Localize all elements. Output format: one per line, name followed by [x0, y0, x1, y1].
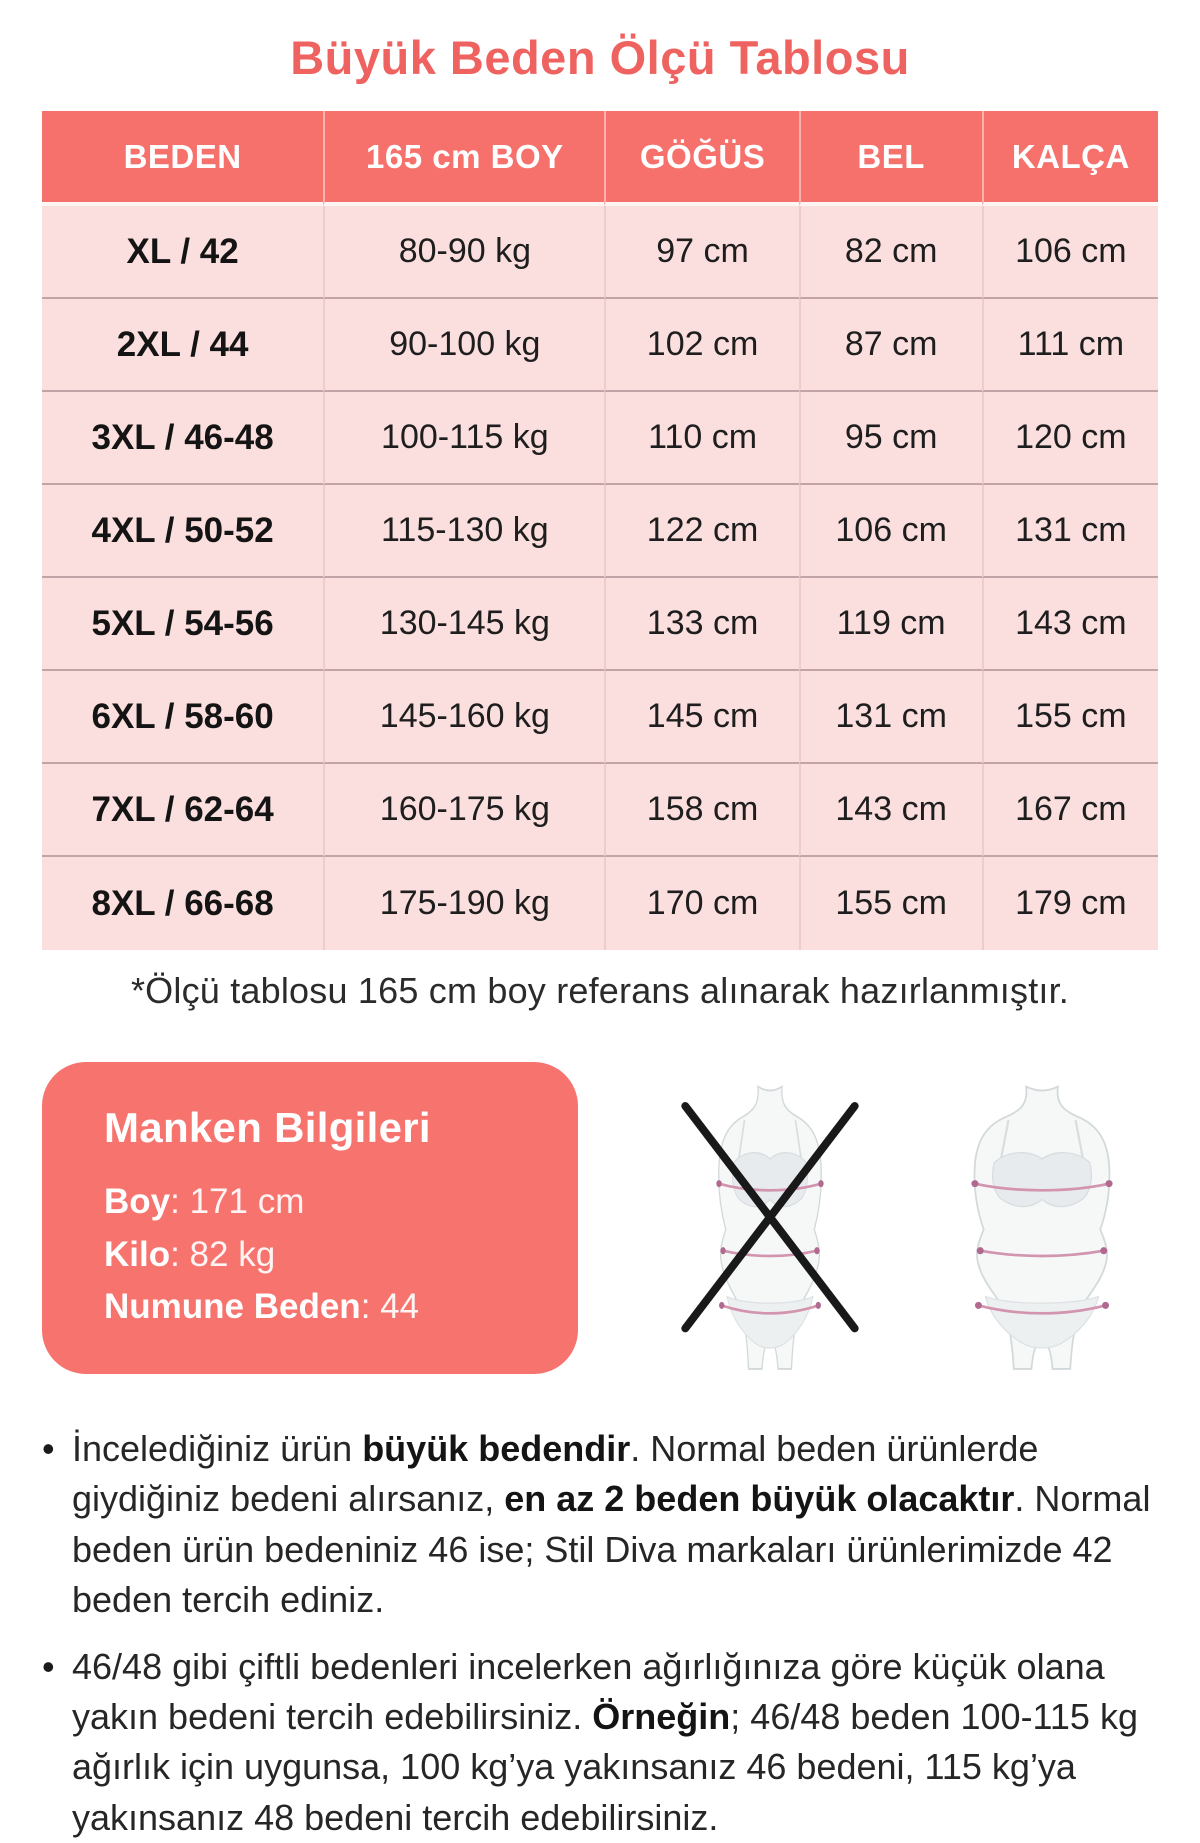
size-table-container — [42, 111, 1158, 950]
note-item-double-sizes — [42, 1642, 1152, 1843]
note-item-sizing — [42, 1424, 1152, 1626]
slim-body-illustration — [670, 1076, 870, 1376]
cell-size: XL / 42 — [42, 206, 323, 299]
cell-chest: 133 cm — [604, 578, 798, 671]
note-text-segment-bold: Örneğin — [592, 1695, 731, 1737]
cell-weight: 115-130 kg — [323, 485, 604, 578]
note-text-segment: İncelediğiniz ürün — [72, 1428, 363, 1469]
table-row — [42, 392, 1158, 485]
cell-hip: 106 cm — [982, 206, 1158, 299]
model-info-title: Manken Bilgileri — [104, 1104, 431, 1151]
cell-chest: 102 cm — [604, 299, 798, 392]
model-weight-row — [104, 1229, 558, 1282]
model-weight-label: Kilo — [104, 1234, 171, 1274]
correct-plus-size-figure — [942, 1076, 1142, 1376]
page-title: Büyük Beden Ölçü Tablosu — [290, 31, 910, 84]
model-height-value: : 171 cm — [170, 1182, 305, 1221]
cell-size: 3XL / 46-48 — [42, 392, 323, 485]
body-figures — [670, 1076, 1142, 1376]
cell-waist: 106 cm — [799, 485, 982, 578]
table-row — [42, 671, 1158, 764]
note-text-segment-bold: büyük bedendir — [362, 1428, 631, 1469]
model-info-section — [42, 1062, 1158, 1376]
cell-hip: 143 cm — [982, 578, 1158, 671]
cell-weight: 90-100 kg — [323, 299, 604, 392]
cell-waist: 82 cm — [799, 206, 982, 299]
note-text-segment-bold: en az 2 beden büyük olacaktır — [504, 1478, 1015, 1520]
plus-size-body-illustration — [942, 1076, 1142, 1376]
table-row — [42, 764, 1158, 857]
note-text-segment: ; 46/48 beden 100-115 kg ağırlık için uygunsa, 100 kg’ya yakınsanız 46 bedeni, 115 kg’ya yakınsanız 48 bedeni tercih edebilirsiniz. — [72, 1695, 1138, 1838]
note-text-segment: 46/48 gibi çiftli bedenleri incelerken ağırlığınıza göre küçük olana yakın bedeni tercih edebilirsiniz. — [72, 1645, 1105, 1737]
header-cell-boy: 165 cm BOY — [323, 111, 604, 206]
cell-size: 6XL / 58-60 — [42, 671, 323, 764]
cell-weight: 130-145 kg — [323, 578, 604, 671]
cell-hip: 120 cm — [982, 392, 1158, 485]
model-height-row — [104, 1176, 558, 1229]
model-sample-size-value: : 44 — [360, 1287, 420, 1326]
cell-hip: 155 cm — [982, 671, 1158, 764]
table-row — [42, 485, 1158, 578]
cell-waist: 155 cm — [799, 857, 982, 950]
size-table-header-row — [42, 111, 1158, 206]
note-text-segment: . Normal beden ürünlerde giydiğiniz bedeni alırsanız, — [72, 1428, 1039, 1520]
bullet-marker: • — [42, 1645, 55, 1687]
cell-size: 7XL / 62-64 — [42, 764, 323, 857]
cell-hip: 131 cm — [982, 485, 1158, 578]
header-cell-kalca: KALÇA — [982, 111, 1158, 206]
cell-size: 4XL / 50-52 — [42, 485, 323, 578]
cell-chest: 122 cm — [604, 485, 798, 578]
model-sample-size-row — [104, 1281, 558, 1334]
cell-waist: 143 cm — [799, 764, 982, 857]
cell-size: 5XL / 54-56 — [42, 578, 323, 671]
cell-weight: 145-160 kg — [323, 671, 604, 764]
cell-weight: 100-115 kg — [323, 392, 604, 485]
model-sample-size-label: Numune Beden — [104, 1287, 361, 1326]
header-cell-beden: BEDEN — [42, 111, 323, 206]
cell-hip: 111 cm — [982, 299, 1158, 392]
table-row — [42, 299, 1158, 392]
table-footnote: *Ölçü tablosu 165 cm boy referans alınarak hazırlanmıştır. — [130, 970, 1070, 1011]
model-height-label: Boy — [104, 1182, 171, 1221]
cell-waist: 95 cm — [799, 392, 982, 485]
cell-chest: 170 cm — [604, 857, 798, 950]
cell-size: 2XL / 44 — [42, 299, 323, 392]
table-row — [42, 857, 1158, 950]
bullet-marker: • — [42, 1428, 55, 1469]
cell-waist: 131 cm — [799, 671, 982, 764]
cell-size: 8XL / 66-68 — [42, 857, 323, 950]
note-text-segment: . Normal beden ürün bedeniniz 46 ise; Stil Diva markaları ürünlerimizde 42 beden tercih ediniz. — [72, 1478, 1151, 1621]
wrong-slim-figure — [670, 1076, 870, 1376]
cell-chest: 145 cm — [604, 671, 798, 764]
header-cell-bel: BEL — [799, 111, 982, 206]
size-table — [42, 111, 1158, 950]
header-cell-gogus: GÖĞÜS — [604, 111, 798, 206]
cell-weight: 80-90 kg — [323, 206, 604, 299]
cell-weight: 160-175 kg — [323, 764, 604, 857]
cell-chest: 97 cm — [604, 206, 798, 299]
cell-hip: 179 cm — [982, 857, 1158, 950]
cell-chest: 158 cm — [604, 764, 798, 857]
cell-waist: 87 cm — [799, 299, 982, 392]
cell-chest: 110 cm — [604, 392, 798, 485]
table-row — [42, 206, 1158, 299]
model-weight-value: : 82 kg — [170, 1234, 276, 1274]
cell-waist: 119 cm — [799, 578, 982, 671]
notes-list — [42, 1424, 1158, 1843]
model-info-card — [42, 1062, 578, 1374]
table-row — [42, 578, 1158, 671]
cell-hip: 167 cm — [982, 764, 1158, 857]
cell-weight: 175-190 kg — [323, 857, 604, 950]
